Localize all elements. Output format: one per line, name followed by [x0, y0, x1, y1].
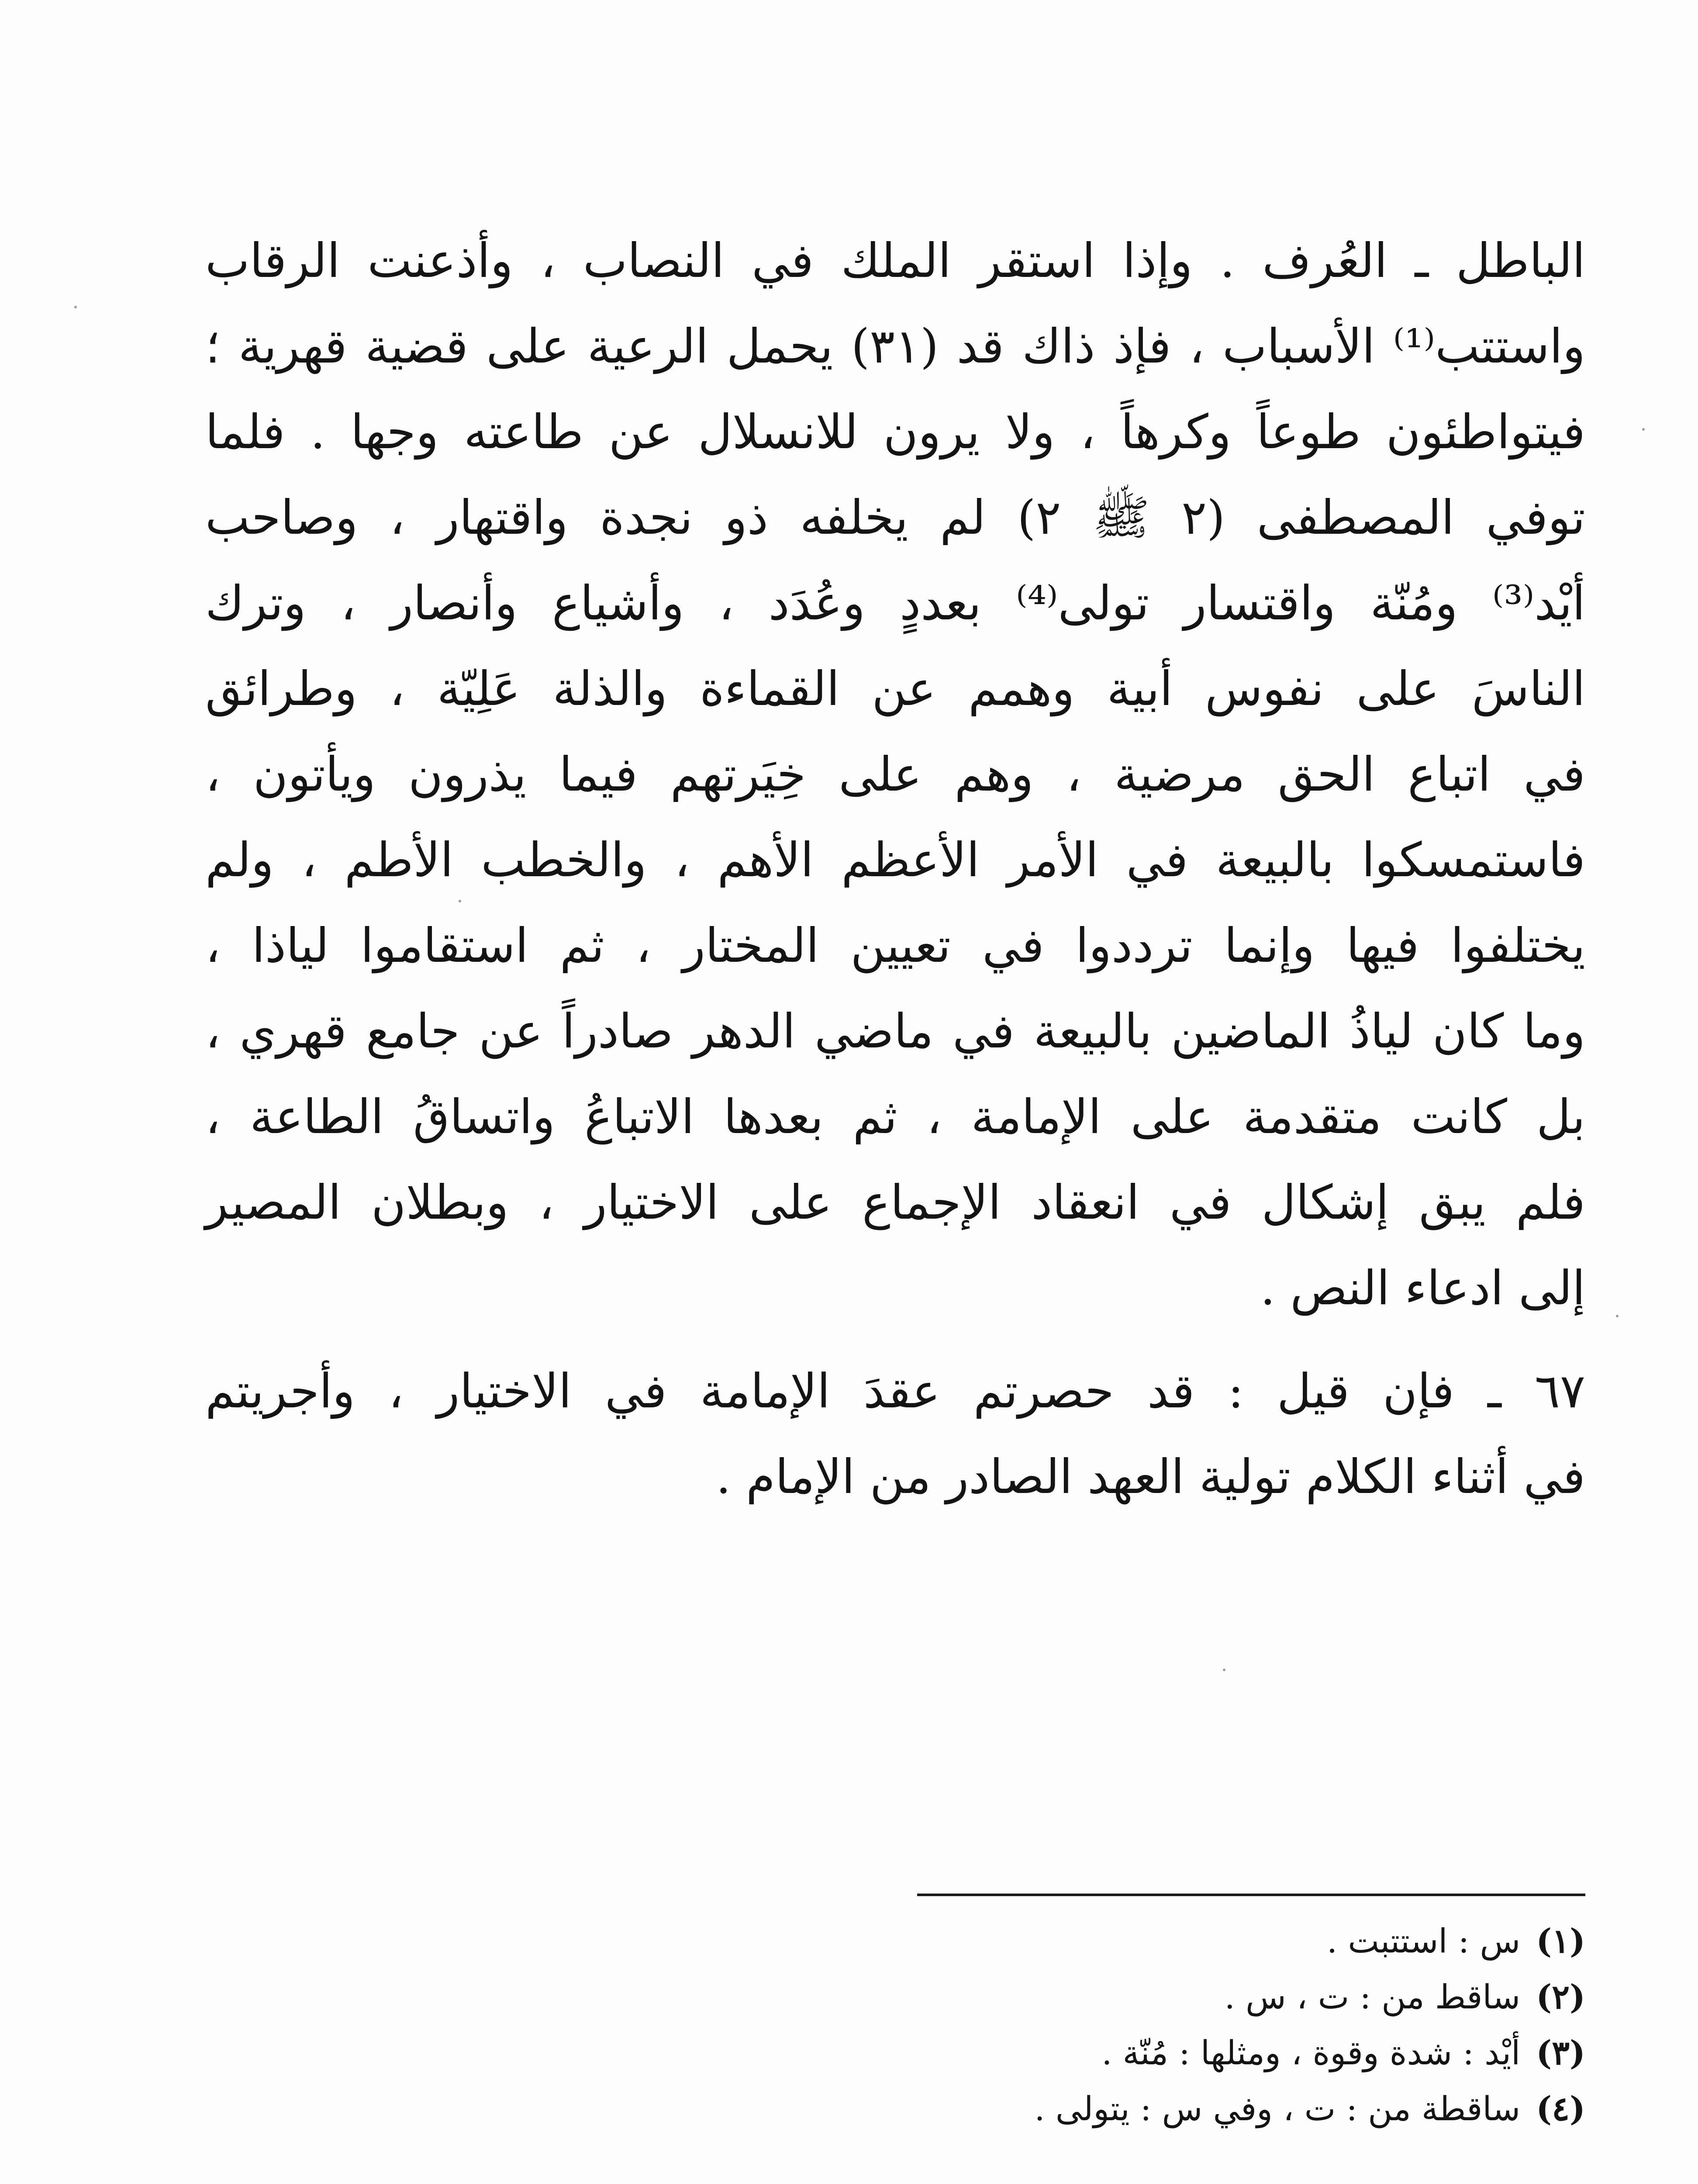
text-line: بل كانت متقدمة على الإمامة ، ثم بعدها الاتباعُ واتساقُ الطاعة ،: [205, 1090, 1585, 1144]
footnote-text: أيْد : شدة وقوة ، ومثلها : مُنّة .: [1101, 2033, 1521, 2072]
text-line: أيْد⁽³⁾ ومُنّة واقتسار تولى⁽⁴⁾ بعددٍ وعُدَد ، وأشياع وأنصار ، وترك: [205, 576, 1585, 631]
text-line: وما كان لياذُ الماضين بالبيعة في ماضي الدهر صادراً عن جامع قهري ،: [205, 1004, 1585, 1059]
text-line: فيتواطئون طوعاً وكرهاً ، ولا يرون للانسلال عن طاعته وجها . فلما: [205, 405, 1585, 460]
scan-speck: [1616, 1315, 1619, 1317]
footnote-text: ساقط من : ت ، س .: [1224, 1977, 1521, 2016]
footnotes: [205, 1913, 1585, 2137]
footnote: [205, 1913, 1585, 1969]
footnote-text: ساقطة من : ت ، وفي س : يتولى .: [1034, 2089, 1521, 2128]
footnote: [205, 2081, 1585, 2137]
scan-speck: [1223, 1669, 1225, 1671]
scan-speck: [1642, 428, 1645, 431]
footnote-number: (٤): [1536, 2089, 1585, 2128]
footnote-number: (١): [1536, 1921, 1585, 1960]
text-line: واستتب⁽¹⁾ الأسباب ، فإذ ذاك قد (٣١) يحمل الرعية على قضية قهرية ؛: [205, 319, 1585, 374]
footnote-separator: [917, 1894, 1585, 1896]
scan-speck: [74, 306, 77, 308]
footnote-number: (٣): [1536, 2033, 1585, 2072]
footnote: [205, 2025, 1585, 2081]
paragraph-67-line: ٦٧ ـ فإن قيل : قد حصرتم عقدَ الإمامة في الاختيار ، وأجريتم: [205, 1364, 1585, 1419]
paragraph-gap: [205, 1331, 1585, 1349]
text-line: يختلفوا فيها وإنما ترددوا في تعيين المختار ، ثم استقاموا لياذا ،: [205, 919, 1585, 973]
scan-speck: [459, 900, 461, 902]
footnote-number: (٢): [1536, 1977, 1585, 2016]
footnote-text: س : استتبت .: [1327, 1921, 1521, 1960]
text-line: فلم يبق إشكال في انعقاد الإجماع على الاختيار ، وبطلان المصير: [205, 1175, 1585, 1230]
text-line: في اتباع الحق مرضية ، وهم على خِيَرتهم فيما يذرون ويأتون ،: [205, 747, 1585, 802]
paragraph-67-line: في أثناء الكلام تولية العهد الصادر من الإمام .: [716, 1450, 1585, 1504]
text-line: الناسَ على نفوس أبية وهمم عن القماءة والذلة عَلِيّة ، وطرائق: [205, 662, 1585, 716]
main-text: [205, 218, 1585, 1520]
text-line: الباطل ـ العُرف . وإذا استقر الملك في النصاب ، وأذعنت الرقاب: [205, 234, 1585, 288]
text-line: إلى ادعاء النص .: [1260, 1261, 1585, 1316]
text-line: توفي المصطفى (٢ ﷺ ٢) لم يخلفه ذو نجدة واقتهار ، وصاحب: [205, 491, 1585, 545]
text-line: فاستمسكوا بالبيعة في الأمر الأعظم الأهم ، والخطب الأطم ، ولم: [205, 833, 1585, 888]
footnote: [205, 1969, 1585, 2025]
